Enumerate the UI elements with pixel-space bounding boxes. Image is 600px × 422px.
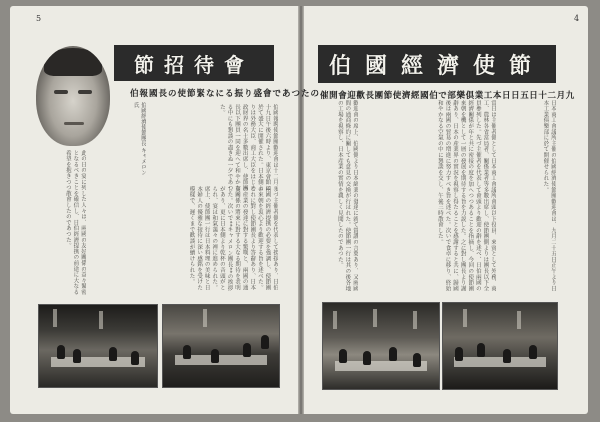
left-page-title: [114, 45, 274, 81]
right-page-title: [318, 45, 556, 83]
right-closing-text: 歡迎會の席上、伯國側より日本綿業の發達に就て賞讚の言葉あり、又兩國間の通商條約に關しても意見の交換が行はれた。使節團一行は其の後各地の工場を視察し、日本産業の實情を親しく見聞したのであつた。: [336, 100, 358, 292]
right-intro-text: 日本商工會議所主催の伯國經濟使節團歡迎會は、九月二十五日正午より日本工業俱樂部に於て開催せられた。: [542, 100, 556, 292]
right-photo-2: [442, 302, 558, 390]
left-page-number: 5: [36, 14, 42, 23]
right-page-number: 4: [574, 14, 580, 23]
right-photo-1: [322, 302, 440, 390]
left-closing-text: 此の日の宴に列した人々は、兩國の友好關係の益々緊密となるべきことを確信し、日伯經濟提携の前途に大なる希望を抱きつつ散會したのであつた。: [64, 150, 86, 295]
left-photo-2: [162, 304, 280, 388]
right-title-text: 伯國經濟使節: [328, 52, 545, 79]
right-body-text: 當日は主催者側として日本商工會議所會頭以下役員、來賓として外務、商工、農林各省當局者、關係業者等多數出席し、使節團側よりは團長以下全員參列した。先づ主催者を代表して會頭より歡迎の辭を述べ、日伯兩國の經濟關係が年と共に密接の度を加へつつあることを指摘し、今回の使節團來朝を機として一層の發展を期待する旨を力説した。之に對し團長より謝辭あり、日本の産業界の實況を視察し得たることを感謝すると共に、歸國後は兩國の貿易の増進に努力すべき旨を述べた。次いで食卓に移り、終始和やかなる空氣の中に懇談を交し、午後三時散會した。: [436, 100, 496, 292]
left-photo-1: [38, 304, 158, 388]
portrait-caption: 伯國經濟使節團長 キャメロン氏: [132, 102, 146, 176]
portrait-photo: [36, 46, 110, 146]
left-page-subtitle: のたつあで會盛り振るにな緊節使の長國報伯: [130, 89, 321, 99]
left-title-text: 節招待會: [134, 52, 254, 77]
left-body-text: まづ主催者側を代表して挨拶あり、日伯兩國の經濟提携の必要を強調し、使節團の來朝を衷心より歡迎する旨を述べた。これに對し使節團長より答辭あり、日本の産業の發達に對する驚嘆と、兩國の通商關係の將來に對する大なる期待を表明した。次いで**キャメロン團長**の挨拶があり、更に日本側より乾杯の音頭がとられ、宴は和氣藹々の裡に進められた。席上、使節團一行は日本料理の美味と日本婦人の優雅な接待に深い感銘を受けた模樣で、遲くまで歡談が續けられた。: [188, 186, 278, 291]
left-intro-text: 伯國報聘使節團歡迎會は十二月二十九日午後六時より、東京會館に於て盛大に開催された。日本側よりは外務大臣、商工大臣をはじめ政財界の名士多數出席し、使節團長以下團員一同を迎へて和やかなる中にも懇談の盡きぬ一夕であつた。: [218, 104, 278, 191]
right-page-subtitle: 九月二十日五日日本工業俱樂部で伯國經濟使節團長歡迎會開催: [320, 91, 575, 101]
